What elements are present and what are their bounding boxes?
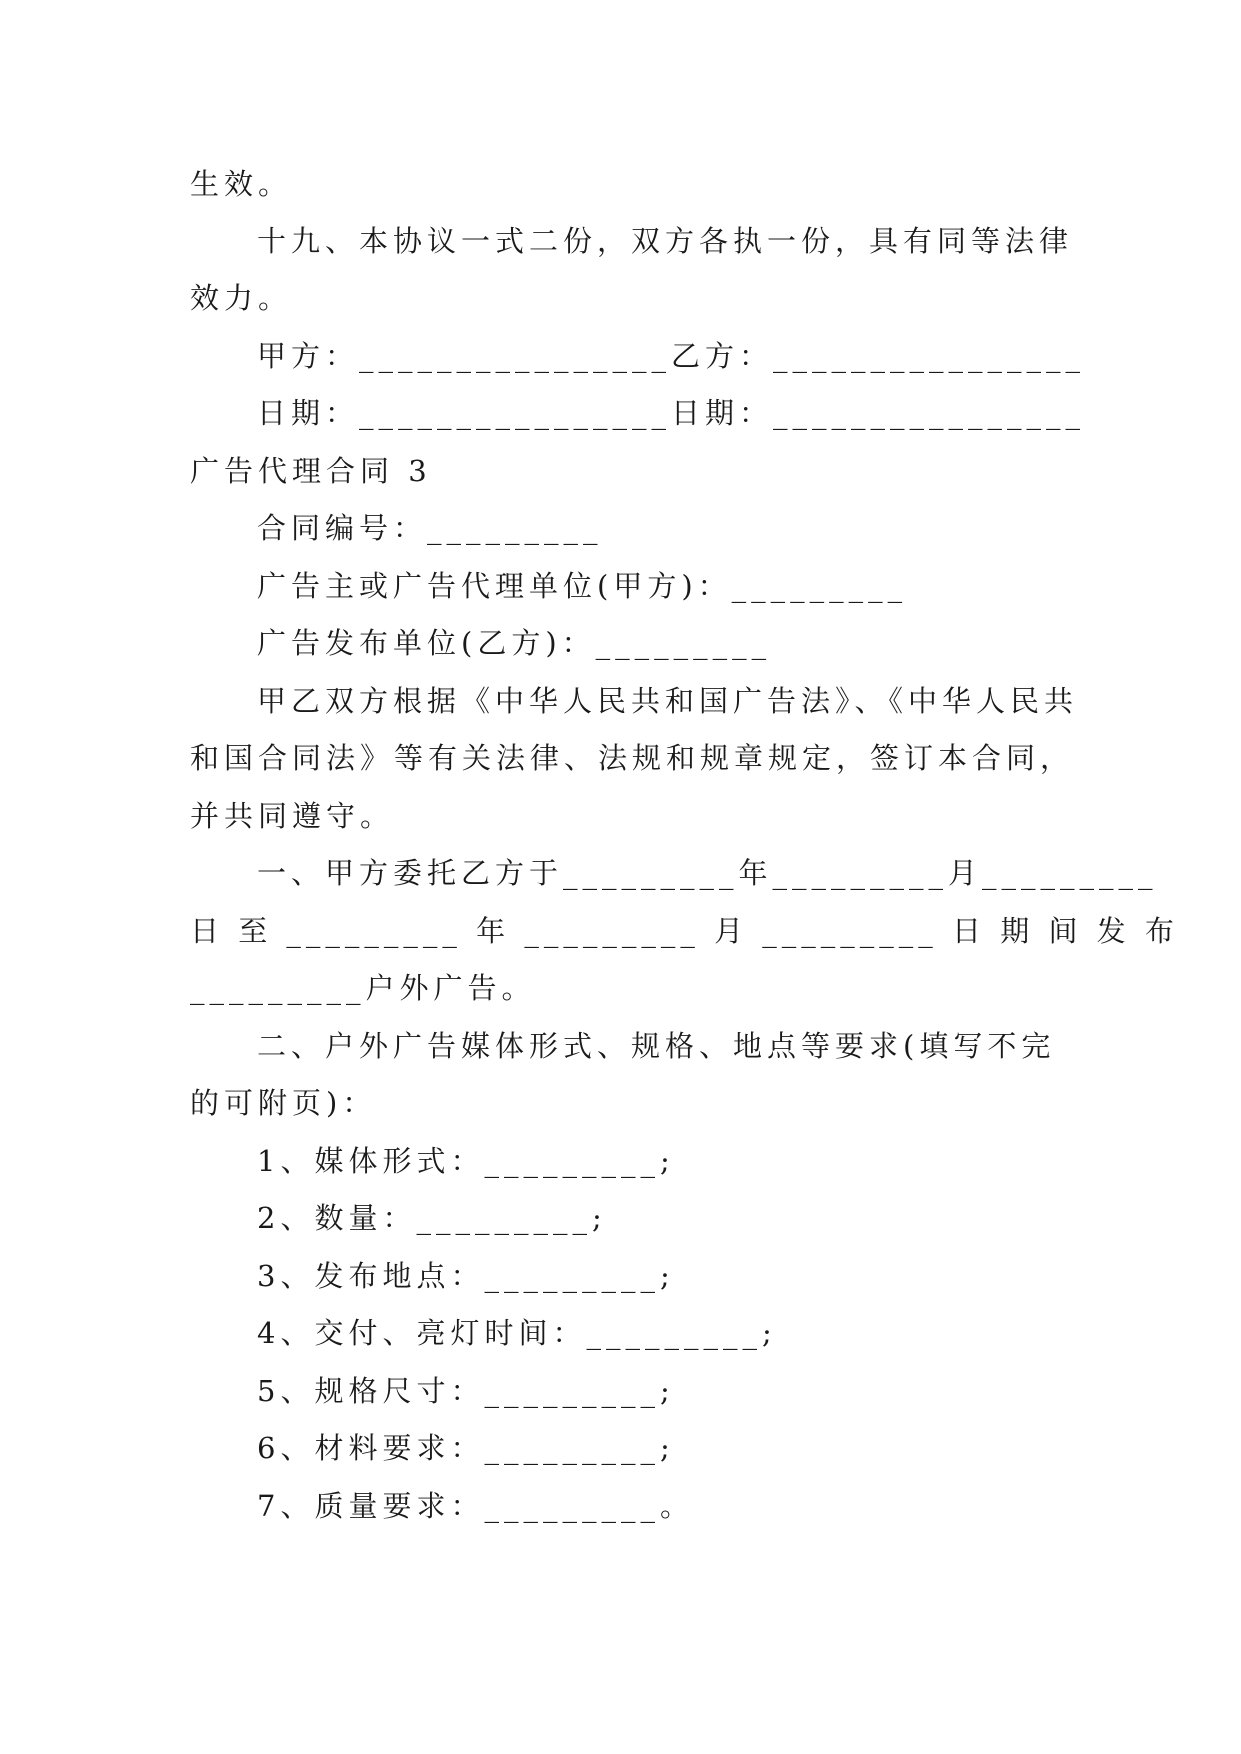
preamble-line: 甲乙双方根据《中华人民共和国广告法》、《中华人民共 <box>257 684 1079 718</box>
contract-title: 广告代理合同 3 <box>190 454 432 488</box>
list-item: 5、规格尺寸：_________; <box>257 1374 675 1408</box>
party-b-line: 广告发布单位(乙方)：_________ <box>257 626 772 660</box>
clause-1-line: 日 至 _________ 年 _________ 月 _________ 日 期 间 发 布 <box>190 914 1179 948</box>
paragraph-line: 效力。 <box>190 281 293 315</box>
signature-date-line: 日期：________________日期：________________ <box>257 396 1086 430</box>
party-a-line: 广告主或广告代理单位(甲方)：_________ <box>257 569 908 603</box>
clause-1-line: 一、甲方委托乙方于_________年_________月_________ <box>257 856 1158 890</box>
list-item: 3、发布地点：_________; <box>257 1259 675 1293</box>
clause-2-line: 二、户外广告媒体形式、规格、地点等要求(填写不完 <box>257 1029 1056 1063</box>
list-item: 4、交付、亮灯时间：_________; <box>257 1316 777 1350</box>
list-item: 7、质量要求：_________。 <box>257 1489 694 1523</box>
contract-number-line: 合同编号：_________ <box>257 511 603 545</box>
preamble-line: 和国合同法》等有关法律、法规和规章规定，签订本合同， <box>190 741 1075 775</box>
list-item: 2、数量：_________; <box>257 1201 607 1235</box>
clause-1-line: _________户外广告。 <box>190 971 536 1005</box>
clause-19-line: 十九、本协议一式二份，双方各执一份，具有同等法律 <box>257 224 1074 258</box>
list-item: 6、材料要求：_________; <box>257 1431 675 1465</box>
list-item: 1、媒体形式：_________; <box>257 1144 675 1178</box>
clause-2-line: 的可附页)： <box>190 1086 377 1120</box>
paragraph-line: 生效。 <box>190 167 293 201</box>
preamble-line: 并共同遵守。 <box>190 799 395 833</box>
signature-party-line: 甲方：________________乙方：________________ <box>257 339 1086 373</box>
